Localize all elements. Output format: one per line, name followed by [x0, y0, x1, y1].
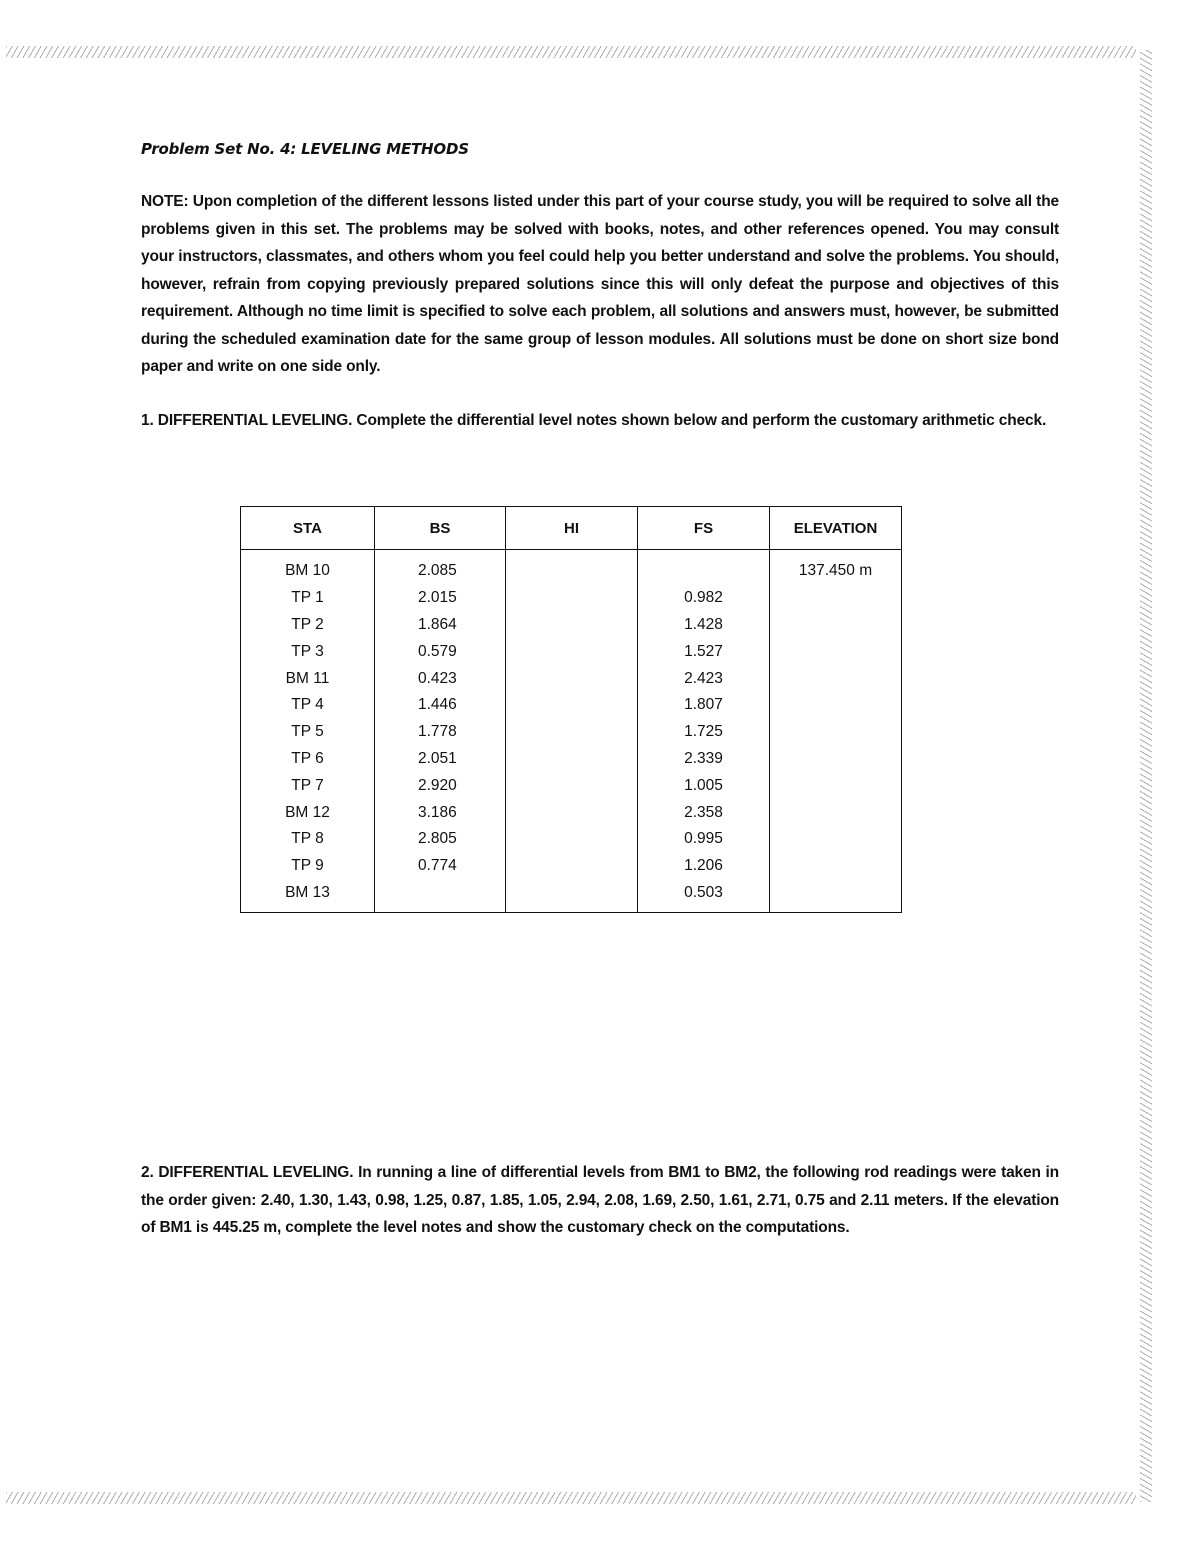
- table-row: [241, 853, 902, 880]
- cell-sta: TP 7: [241, 772, 375, 799]
- cell-bs: 0.774: [375, 853, 506, 880]
- cell-sta: TP 5: [241, 719, 375, 746]
- problem-2-text: 2. DIFFERENTIAL LEVELING. In running a line of differential levels from BM1 to BM2, the following rod readings were taken in the order given: 2.40, 1.30, 1.43, 0.98, 1.25, 0.87, 1.85, 1.05, 2.94, 2.08, 1.69, 2.50, 1.61, 2.71, 0.75 and 2.11 meters. If the elevation of BM1 is 445.25 m, complete the level notes and show the customary check on the computations.: [141, 1164, 1059, 1236]
- cell-fs: 1.807: [638, 692, 770, 719]
- cell-fs: 1.005: [638, 772, 770, 799]
- cell-hi: [506, 638, 638, 665]
- cell-hi: [506, 880, 638, 913]
- dotted-border-bottom: [6, 1492, 1136, 1504]
- cell-hi: [506, 612, 638, 639]
- cell-fs: 2.423: [638, 665, 770, 692]
- table-row: [241, 719, 902, 746]
- cell-fs: 1.725: [638, 719, 770, 746]
- table-row: [241, 826, 902, 853]
- cell-bs: 2.920: [375, 772, 506, 799]
- cell-elevation: [770, 585, 902, 612]
- cell-hi: [506, 826, 638, 853]
- cell-fs: [638, 550, 770, 585]
- cell-sta: TP 4: [241, 692, 375, 719]
- cell-hi: [506, 772, 638, 799]
- problem-1-text: 1. DIFFERENTIAL LEVELING. Complete the differential level notes shown below and perform the customary arithmetic check.: [141, 411, 1047, 429]
- cell-fs: 2.358: [638, 799, 770, 826]
- table-row: [241, 692, 902, 719]
- cell-bs: 2.085: [375, 550, 506, 585]
- cell-elevation: [770, 799, 902, 826]
- header-sta: STA: [241, 507, 375, 550]
- table-row: [241, 638, 902, 665]
- cell-fs: 0.982: [638, 585, 770, 612]
- cell-bs: 3.186: [375, 799, 506, 826]
- cell-sta: TP 9: [241, 853, 375, 880]
- cell-fs: 0.503: [638, 880, 770, 913]
- cell-elevation: [770, 692, 902, 719]
- page-title: Problem Set No. 4: LEVELING METHODS: [141, 140, 469, 158]
- cell-elevation: [770, 772, 902, 799]
- cell-elevation: [770, 719, 902, 746]
- header-bs: BS: [375, 507, 506, 550]
- cell-sta: TP 2: [241, 612, 375, 639]
- cell-fs: 1.527: [638, 638, 770, 665]
- cell-elevation: [770, 612, 902, 639]
- cell-hi: [506, 746, 638, 773]
- cell-elevation: [770, 665, 902, 692]
- cell-hi: [506, 719, 638, 746]
- note-label: NOTE:: [141, 193, 189, 210]
- cell-bs: 1.778: [375, 719, 506, 746]
- header-hi: HI: [506, 507, 638, 550]
- table-header-row: [241, 507, 902, 550]
- header-elevation: ELEVATION: [770, 507, 902, 550]
- cell-fs: 0.995: [638, 826, 770, 853]
- cell-hi: [506, 692, 638, 719]
- cell-elevation: [770, 746, 902, 773]
- cell-bs: 2.051: [375, 746, 506, 773]
- cell-bs: 2.805: [375, 826, 506, 853]
- cell-elevation: [770, 853, 902, 880]
- cell-elevation: [770, 826, 902, 853]
- cell-sta: TP 3: [241, 638, 375, 665]
- header-fs: FS: [638, 507, 770, 550]
- table-row: [241, 612, 902, 639]
- cell-sta: BM 13: [241, 880, 375, 913]
- cell-bs: 2.015: [375, 585, 506, 612]
- cell-fs: 2.339: [638, 746, 770, 773]
- cell-bs: 1.864: [375, 612, 506, 639]
- level-notes-table: [240, 506, 902, 913]
- dotted-border-top: [6, 46, 1136, 58]
- problem-2-section: [141, 1159, 1059, 1242]
- cell-hi: [506, 665, 638, 692]
- cell-fs: 1.428: [638, 612, 770, 639]
- table-row: [241, 772, 902, 799]
- cell-elevation: 137.450 m: [770, 550, 902, 585]
- cell-elevation: [770, 880, 902, 913]
- cell-bs: 1.446: [375, 692, 506, 719]
- cell-hi: [506, 853, 638, 880]
- cell-hi: [506, 585, 638, 612]
- table-row: [241, 799, 902, 826]
- document-body: [141, 140, 1059, 434]
- note-paragraph: [141, 188, 1059, 381]
- table-row: [241, 880, 902, 913]
- cell-bs: 0.423: [375, 665, 506, 692]
- cell-sta: TP 1: [241, 585, 375, 612]
- cell-elevation: [770, 638, 902, 665]
- cell-hi: [506, 550, 638, 585]
- cell-sta: TP 8: [241, 826, 375, 853]
- cell-bs: 0.579: [375, 638, 506, 665]
- table-row: [241, 746, 902, 773]
- cell-sta: BM 12: [241, 799, 375, 826]
- cell-fs: 1.206: [638, 853, 770, 880]
- cell-bs: [375, 880, 506, 913]
- table-row: [241, 585, 902, 612]
- table-row: [241, 665, 902, 692]
- table-row: [241, 550, 902, 585]
- cell-sta: TP 6: [241, 746, 375, 773]
- dotted-border-right: [1140, 50, 1152, 1502]
- cell-sta: BM 10: [241, 550, 375, 585]
- cell-sta: BM 11: [241, 665, 375, 692]
- note-text: Upon completion of the different lessons listed under this part of your course study, you will be required to solve all the problems given in this set. The problems may be solved with books, notes, and other references opened. You may consult your instructors, classmates, and others whom you feel could help you better understand and solve the problems. You should, however, refrain from copying previously prepared solutions since this will only defeat the purpose and objectives of this requirement. Although no time limit is specified to solve each problem, all solutions and answers must, however, be submitted during the scheduled examination date for the same group of lesson modules. All solutions must be done on short size bond paper and write on one side only.: [141, 193, 1059, 375]
- cell-hi: [506, 799, 638, 826]
